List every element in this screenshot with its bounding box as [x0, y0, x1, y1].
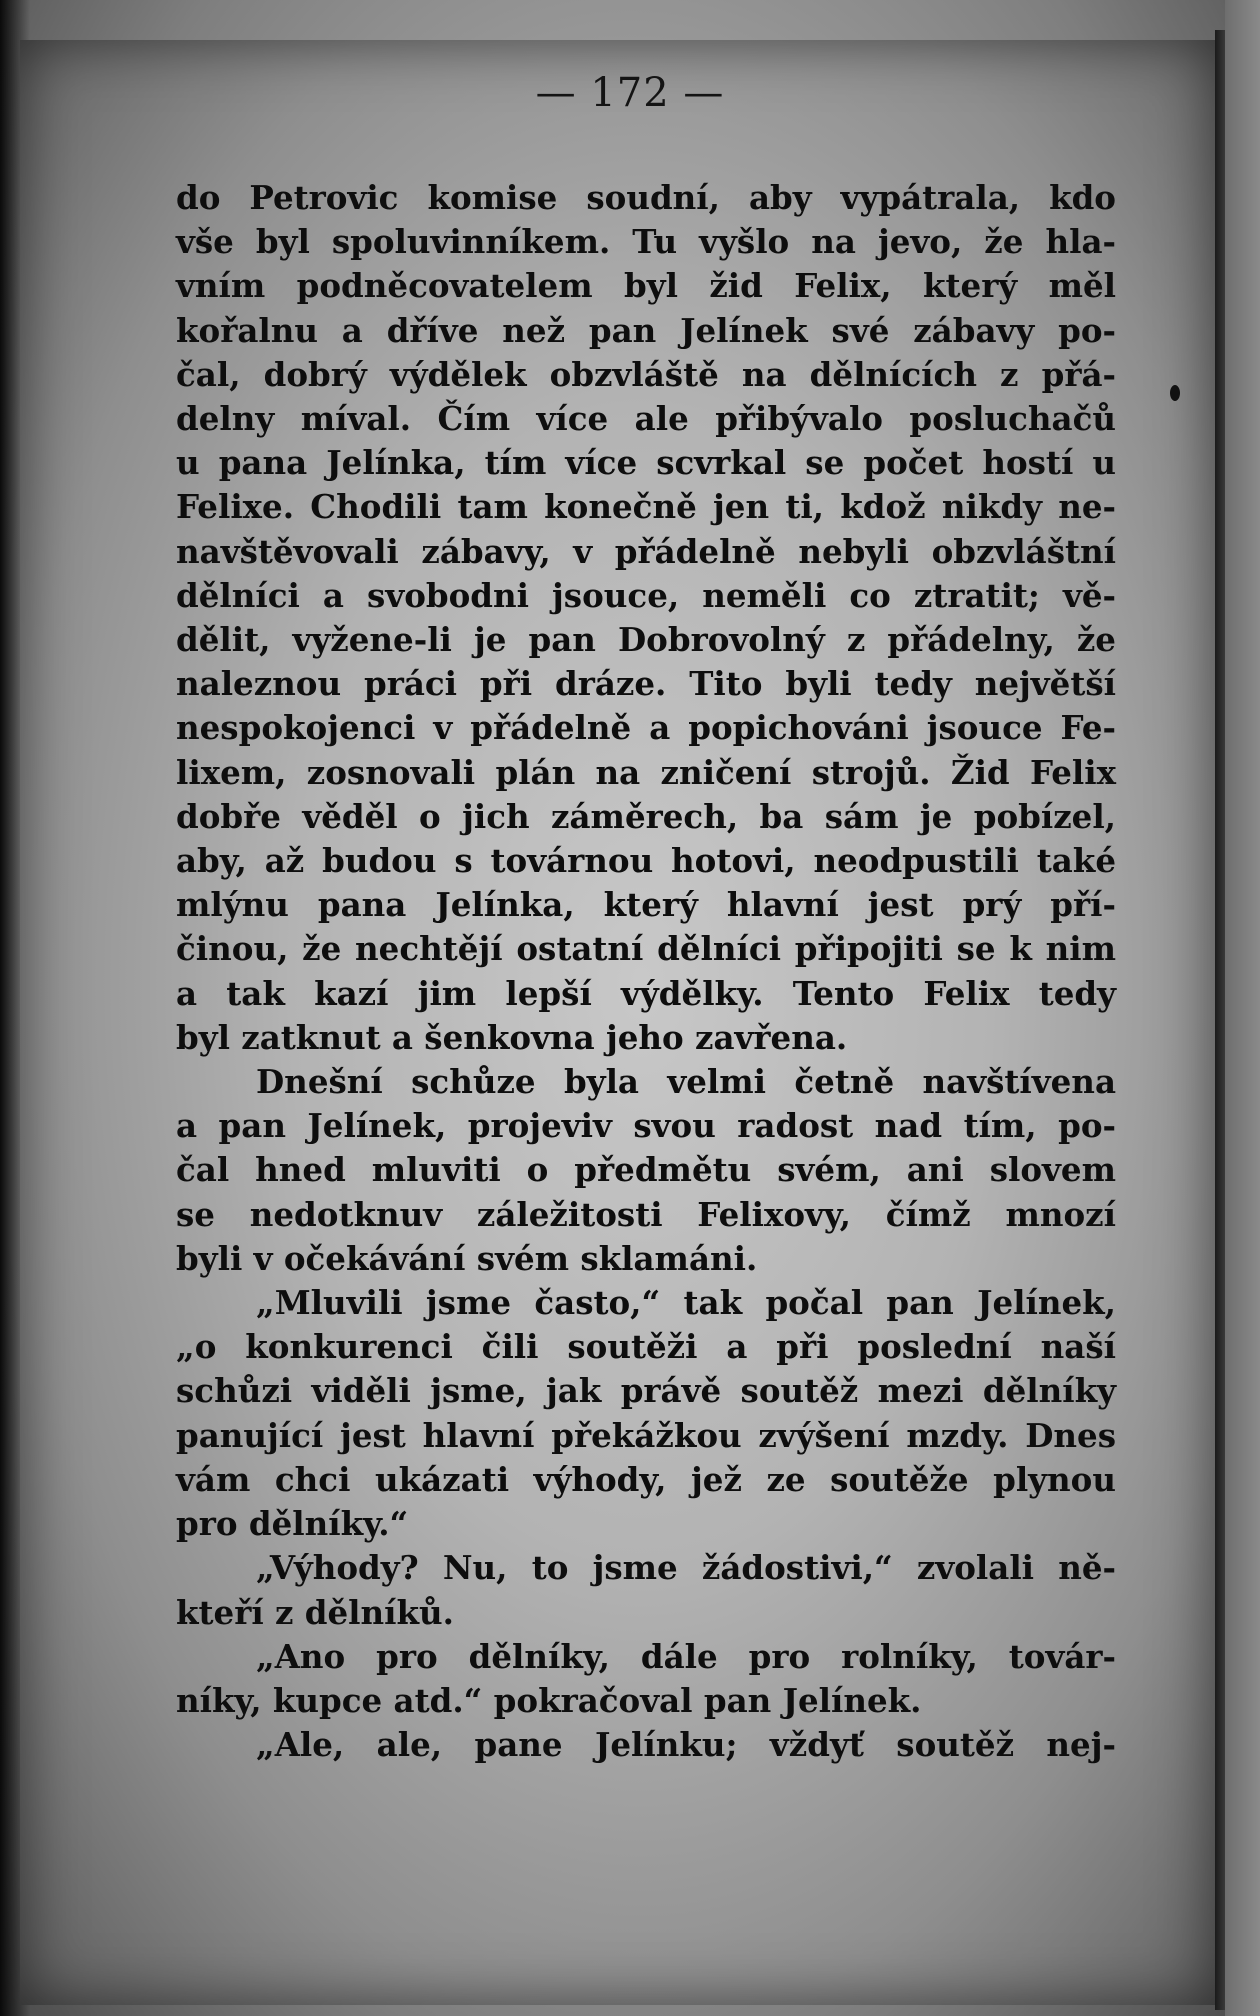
text-line: dělníci a svobodni jsouce, neměli co ztratit; vě- — [176, 575, 1116, 615]
text-line: „Mluvili jsme často,“ tak počal pan Jelínek, — [256, 1283, 1116, 1323]
next-page-strip — [1225, 0, 1260, 2016]
text-line: naleznou práci při dráze. Tito byli tedy největší — [176, 664, 1116, 704]
page-number: — 172 — — [535, 70, 725, 116]
text-line: byl zatknut a šenkovna jeho zavřena. — [176, 1017, 848, 1057]
text-line: níky, kupce atd.“ pokračoval pan Jelínek. — [176, 1680, 922, 1720]
text-line: „Ale, ale, pane Jelínku; vždyť soutěž nej- — [256, 1725, 1116, 1765]
text-line: nespokojenci v přádelně a popichováni jsouce Fe- — [176, 708, 1116, 748]
text-line: delny míval. Čím více ale přibývalo posluchačů — [176, 399, 1116, 439]
text-line: „o konkurenci čili soutěži a při poslední naší — [176, 1327, 1116, 1367]
text-line: aby, až budou s továrnou hotovi, neodpustili také — [176, 841, 1116, 881]
text-line: vám chci ukázati výhody, jež ze soutěže plynou — [176, 1459, 1116, 1499]
text-line: „Výhody? Nu, to jsme žádostivi,“ zvolali ně- — [256, 1548, 1116, 1588]
text-line: kteří z dělníků. — [176, 1592, 454, 1632]
text-line: vše byl spoluvinníkem. Tu vyšlo na jevo, že hla- — [176, 222, 1116, 262]
text-line: a tak kazí jim lepší výdělky. Tento Felix tedy — [176, 973, 1116, 1013]
text-line: lixem, zosnovali plán na zničení strojů. Žid Felix — [176, 752, 1116, 792]
text-line: panující jest hlavní překážkou zvýšení mzdy. Dnes — [176, 1415, 1116, 1455]
text-line: a pan Jelínek, projeviv svou radost nad tím, po- — [176, 1106, 1116, 1146]
text-line: Felixe. Chodili tam konečně jen ti, kdož nikdy ne- — [176, 487, 1116, 527]
page-edge — [1215, 30, 1225, 2010]
text-line: Dnešní schůze byla velmi četně navštívena — [256, 1062, 1116, 1102]
text-line: kořalnu a dříve než pan Jelínek své zábavy po- — [176, 310, 1116, 350]
text-line: dělit, vyžene-li je pan Dobrovolný z přádelny, že — [176, 620, 1116, 660]
ink-speck — [1170, 385, 1180, 401]
text-line: čal hned mluviti o předmětu svém, ani slovem — [176, 1150, 1116, 1190]
text-line: dobře věděl o jich záměrech, ba sám je pobízel, — [176, 796, 1116, 836]
text-line: se nedotknuv záležitosti Felixovy, čímž mnozí — [176, 1194, 1116, 1234]
text-line: navštěvovali zábavy, v přádelně nebyli obzvláštní — [176, 531, 1116, 571]
text-line: mlýnu pana Jelínka, který hlavní jest prý pří- — [176, 885, 1116, 925]
text-line: byli v očekávání svém sklamáni. — [176, 1238, 758, 1278]
text-line: schůzi viděli jsme, jak právě soutěž mezi dělníky — [176, 1371, 1116, 1411]
text-line: pro dělníky.“ — [176, 1504, 409, 1544]
text-line: „Ano pro dělníky, dále pro rolníky, továr- — [256, 1636, 1116, 1676]
text-line: činou, že nechtějí ostatní dělníci připojiti se k nim — [176, 929, 1116, 969]
body-text — [176, 176, 1116, 1767]
text-line: do Petrovic komise soudní, aby vypátrala, kdo — [176, 178, 1116, 217]
text-line: čal, dobrý výdělek obzvláště na dělnících z přá- — [176, 354, 1116, 394]
text-line: u pana Jelínka, tím více scvrkal se počet hostí u — [176, 443, 1116, 483]
text-line: vním podněcovatelem byl žid Felix, který měl — [176, 266, 1116, 306]
